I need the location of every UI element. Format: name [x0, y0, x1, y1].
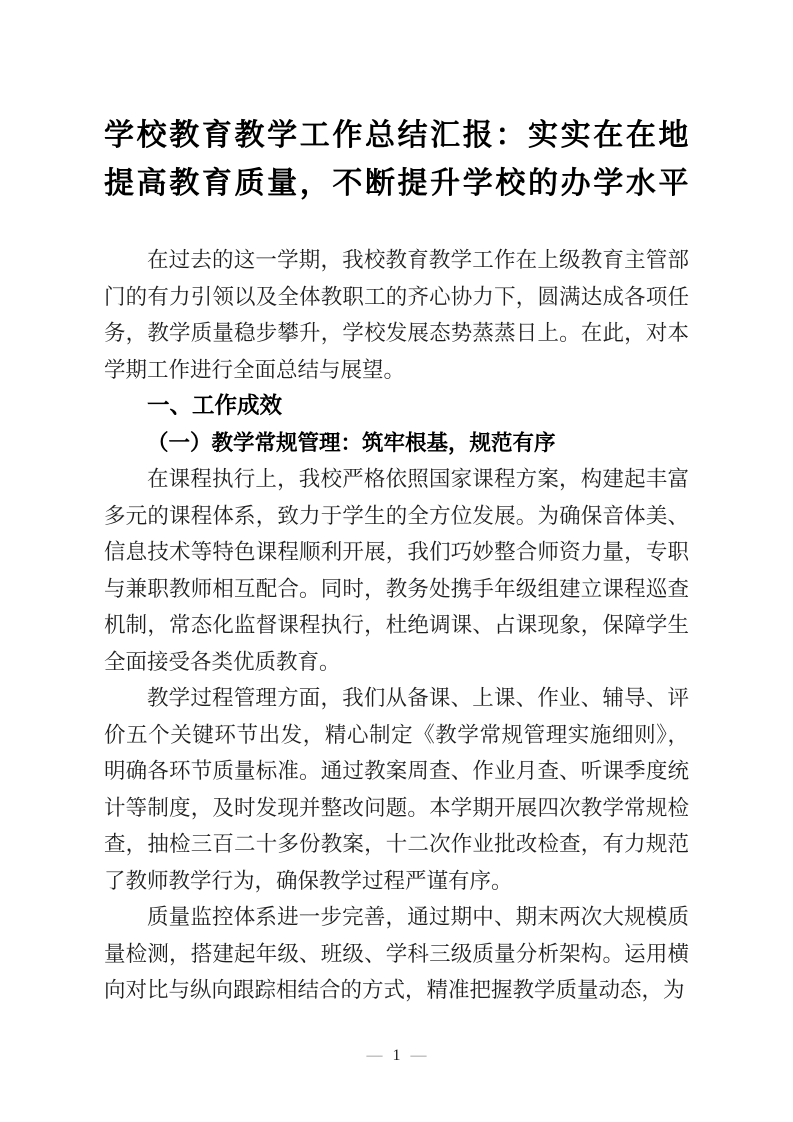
- body-paragraph-curriculum: 在课程执行上，我校严格依照国家课程方案，构建起丰富多元的课程体系，致力于学生的全方位发展。为确保音体美、信息技术等特色课程顺利开展，我们巧妙整合师资力量，专职与兼职教师相互配合。同时，教务处携手年级组建立课程巡查机制，常态化监督课程执行，杜绝调课、占课现象，保障学生全面接受各类优质教育。: [104, 467, 689, 674]
- section-heading-work-results: 一、工作成效: [147, 393, 283, 418]
- footer-left-dash: —: [366, 1047, 383, 1064]
- intro-paragraph: 在过去的这一学期，我校教育教学工作在上级教育主管部门的有力引领以及全体教职工的齐心协力下，圆满达成各项任务，教学质量稳步攀升，学校发展态势蒸蒸日上。在此，对本学期工作进行全面总结与展望。: [104, 248, 689, 382]
- subsection-heading-teaching-routine: （一）教学常规管理：筑牢根基，规范有序: [147, 430, 556, 455]
- body-paragraph-teaching-process: 教学过程管理方面，我们从备课、上课、作业、辅导、评价五个关键环节出发，精心制定《教学常规管理实施细则》，明确各环节质量标准。通过教案周查、作业月查、听课季度统计等制度，及时发现并整改问题。本学期开展四次教学常规检查，抽检三百二十多份教案，十二次作业批改检查，有力规范了教师教学行为，确保教学过程严谨有序。: [104, 686, 689, 893]
- page-number: 1: [392, 1047, 401, 1064]
- body-paragraph-quality-monitoring: 质量监控体系进一步完善，通过期中、期末两次大规模质量检测，搭建起年级、班级、学科三级质量分析架构。运用横向对比与纵向跟踪相结合的方式，精准把握教学质量动态，为: [104, 905, 689, 1002]
- document-title: [104, 112, 689, 208]
- document-title-line-1: 学校教育教学工作总结汇报：实实在在地: [104, 119, 689, 152]
- document-title-line-2: 提高教育质量，不断提升学校的办学水平: [104, 167, 689, 200]
- footer-right-dash: —: [410, 1047, 427, 1064]
- page-footer: [0, 1048, 793, 1064]
